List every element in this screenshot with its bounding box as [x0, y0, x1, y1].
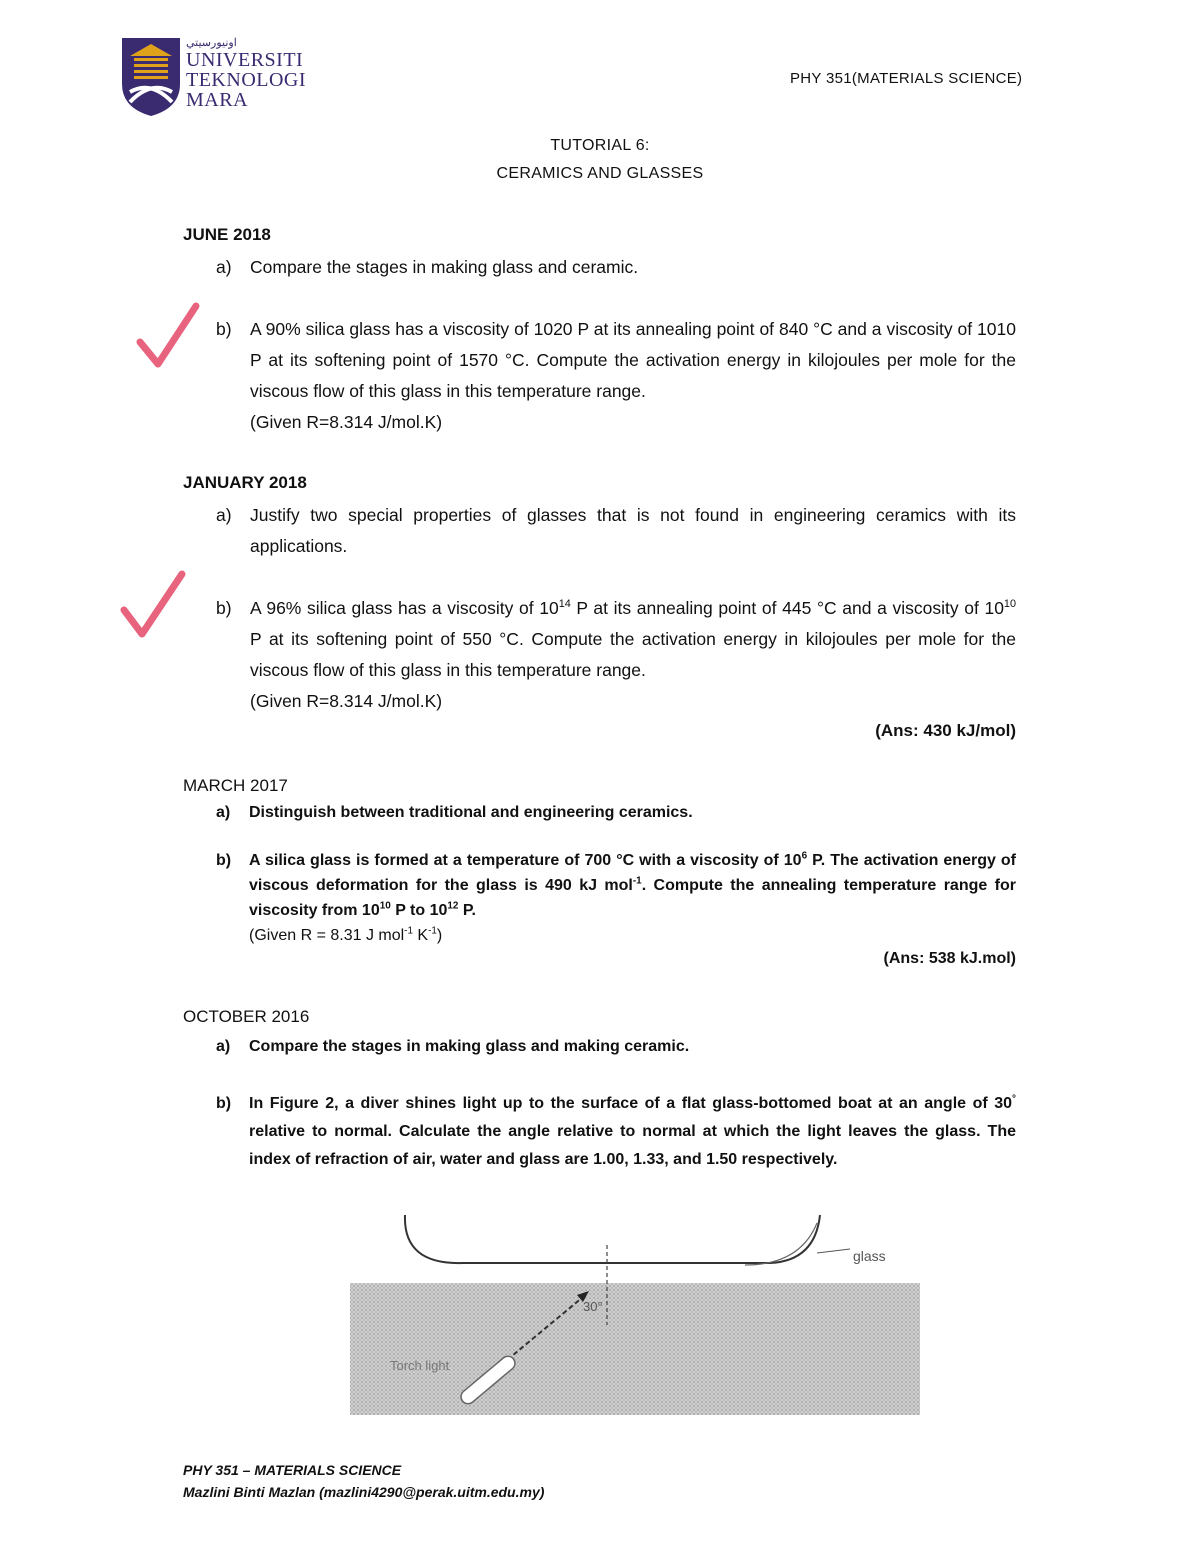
question-text: A 96% silica glass has a viscosity of $10^{14}$ P at its annealing point of 445 °C and a viscosity of $10^{10}$ P at its softening point of 550 °C. Compute the activation energy in kilojoules per mole for the viscous flow of this glass in this temperature range.	[250, 598, 1016, 680]
answer-march-2017-b: (Ans: 538 kJ.mol)	[883, 950, 1016, 967]
course-header: PHY 351(MATERIALS SCIENCE)	[790, 70, 1023, 87]
logo-line-3: MARA	[186, 89, 249, 111]
section-heading-october-2016: OCTOBER 2016	[183, 1007, 310, 1026]
university-logo	[120, 36, 307, 118]
tutorial-subtitle: CERAMICS AND GLASSES	[496, 165, 704, 182]
angle-label: 30°	[583, 1299, 603, 1314]
question-march-2017-a	[216, 800, 1016, 825]
section-heading-june-2018: JUNE 2018	[183, 225, 271, 244]
logo-line-1: UNIVERSITI	[186, 49, 304, 71]
question-text: Compare the stages in making glass and making ceramic.	[249, 1038, 690, 1055]
given-constant: (Given R = 8.31 J mol$^{-1}$ $K^{-1}$)	[249, 925, 443, 944]
section-heading-january-2018: JANUARY 2018	[183, 473, 307, 492]
question-january-2018-b	[216, 593, 1016, 717]
footer-course: PHY 351 – MATERIALS SCIENCE	[183, 1462, 402, 1478]
crest-icon	[120, 36, 182, 118]
question-label: a)	[216, 804, 231, 821]
boat-hull	[405, 1215, 820, 1263]
footer-author: Mazlini Binti Mazlan (mazlini4290@perak.uitm.edu.my)	[183, 1484, 545, 1500]
torch-label: Torch light	[390, 1358, 450, 1373]
figure-boat-diagram	[345, 1205, 925, 1425]
question-text: Compare the stages in making glass and ceramic.	[250, 257, 639, 277]
question-june-2018-b	[216, 314, 1016, 438]
question-label: b)	[216, 319, 232, 339]
tutorial-title: TUTORIAL 6:	[550, 137, 650, 154]
question-label: b)	[216, 852, 232, 869]
given-constant: (Given R=8.314 J/mol.K)	[250, 691, 443, 711]
question-label: a)	[216, 505, 232, 525]
question-january-2018-a	[216, 500, 1016, 562]
question-june-2018-a	[216, 252, 1016, 283]
water-region	[350, 1283, 920, 1415]
question-march-2017-b	[216, 848, 1016, 948]
question-text: Justify two special properties of glasses that is not found in engineering ceramics with its applications.	[250, 505, 1016, 556]
answer-january-2018-b: (Ans: 430 kJ/mol)	[875, 721, 1016, 740]
question-text: Distinguish between traditional and engineering ceramics.	[249, 804, 693, 821]
checkmark-icon	[132, 298, 212, 378]
question-text: A 90% silica glass has a viscosity of 1020 P at its annealing point of 840 °C and a viscosity of 1010 P at its softening point of 1570 °C. Compute the activation energy in kilojoules per mole for the viscous flow of this glass in this temperature range.	[250, 319, 1016, 401]
given-constant: (Given R=8.314 J/mol.K)	[250, 412, 443, 432]
question-label: b)	[216, 1095, 232, 1112]
question-label: a)	[216, 257, 232, 277]
section-heading-march-2017: MARCH 2017	[183, 776, 288, 795]
question-october-2016-a	[216, 1034, 1016, 1059]
logo-line-2: TEKNOLOGI	[186, 69, 307, 91]
question-text: A silica glass is formed at a temperature of 700 °C with a viscosity of $10^6$ P. The activation energy of viscous deformation for the glass is 490 kJ mol$^{-1}$. Compute the annealing temperature range for viscosity from $10^{10}$ P to $10^{12}$ P.	[249, 850, 1017, 919]
glass-label: glass	[853, 1248, 886, 1264]
checkmark-icon	[116, 566, 196, 646]
question-text: In Figure 2, a diver shines light up to the surface of a flat glass-bottomed boat at an angle of 30° relative to normal. Calculate the angle relative to normal at which the light leaves the glass. The index of refraction of air, water and glass are 1.00, 1.33, and 1.50 respectively.	[249, 1093, 1016, 1168]
logo-jawi-text: ﺍﻭﻧﻴﻮﺭﺳﻴﺘﻲ	[186, 37, 237, 49]
question-label: a)	[216, 1038, 231, 1055]
question-label: b)	[216, 598, 232, 618]
question-october-2016-b	[216, 1090, 1016, 1174]
